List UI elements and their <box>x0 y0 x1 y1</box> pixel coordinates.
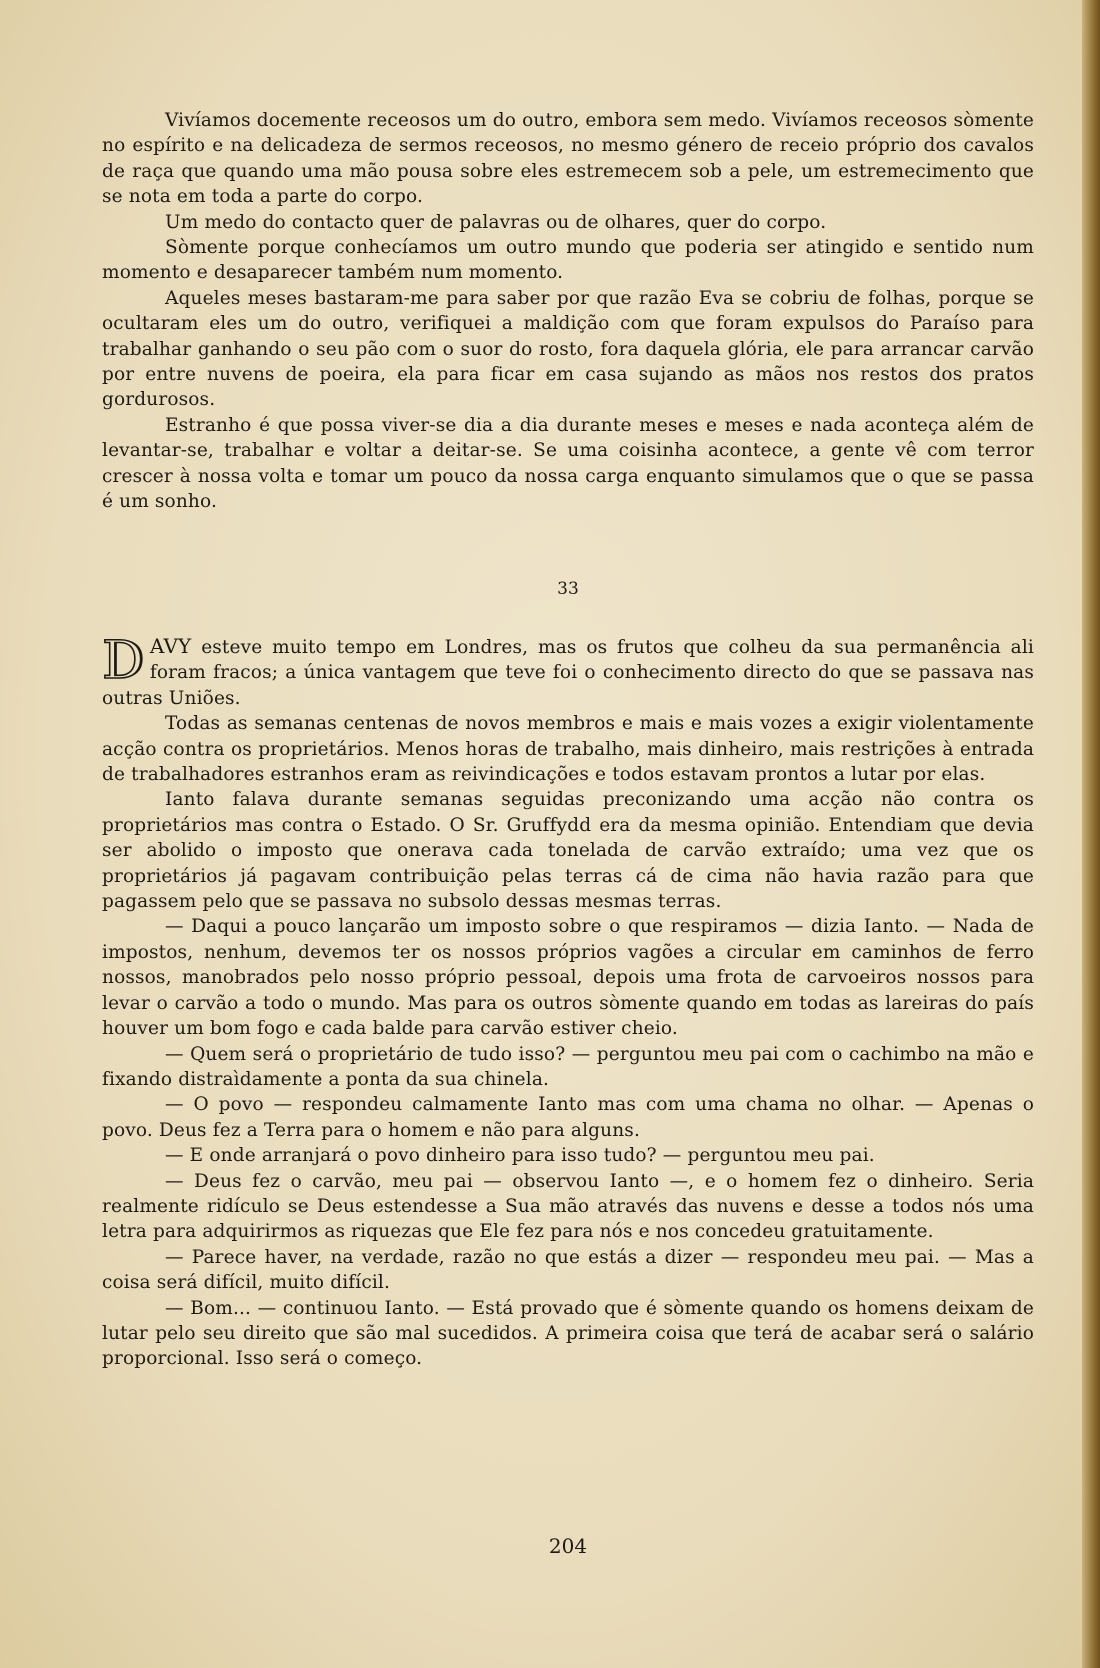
paragraph: Sòmente porque conhecíamos um outro mundo que poderia ser atingido e sentido num momento e desaparecer também num momento. <box>102 237 1034 284</box>
paragraph: — Bom... — continuou Ianto. — Está provado que é sòmente quando os homens deixam de lutar pelo seu direito que são mal sucedidos. A primeira coisa que terá de acabar será o salário proporcional. Isso será o começo. <box>102 1297 1034 1370</box>
paragraph: — Deus fez o carvão, meu pai — observou Ianto —, e o homem fez o dinheiro. Seria realmente ridículo se Deus estendesse a Sua mão através das nuvens e desse a todos nós uma letra para adquirirmos as riquezas que Ele fez para nós e nos concedeu gratuitamente. <box>102 1170 1034 1243</box>
paragraph: Ianto falava durante semanas seguidas preconizando uma acção não contra os proprietários mas contra o Estado. O Sr. Gruffydd era da mesma opinião. Entendiam que devia ser abolido o imposto que onerava cada tonelada de carvão extraído; uma vez que os proprietários já pagavam contribuição pelas terras cá de cima não havia razão para que pagassem pelo que se passava no subsolo dessas mesmas terras. <box>102 789 1034 913</box>
text-block-chapter <box>102 631 1034 1372</box>
paragraph: Vivíamos docemente receosos um do outro, embora sem medo. Vivíamos receosos sòmente no espírito e na delicadeza de sermos receosos, no mesmo género de receio próprio dos cavalos de raça que quando uma mão pousa sobre eles estremecem sob a pele, um estremecimento que se nota em toda a parte do corpo. <box>102 110 1034 208</box>
opening-word: AVY <box>149 634 192 658</box>
page-number: 204 <box>548 1534 588 1558</box>
opening-text: esteve muito tempo em Londres, mas os frutos que colheu da sua permanência ali foram fracos; a única vantagem que teve foi o conhecimento directo do que se passava nas outras Uniões. <box>102 637 1034 709</box>
paragraph: Estranho é que possa viver-se dia a dia durante meses e meses e nada aconteça além de levantar-se, trabalhar e voltar a deitar-se. Se uma coisinha acontece, a gente vê com terror crescer à nossa volta e tomar um pouco da nossa carga enquanto simulamos que o que se passa é um sonho. <box>102 414 1034 513</box>
chapter-number: 33 <box>557 579 579 599</box>
paragraph: — Daqui a pouco lançarão um imposto sobre o que respiramos — dizia Ianto. — Nada de impostos, nenhum, devemos ter os nossos próprios vagões a circular em caminhos de ferro nossos, manobrados pelo nosso próprio pessoal, depois uma frota de carvoeiros nossos para levar o carvão a todo o mundo. Mas para os outros sòmente quando em todas as lareiras do país houver um bom fogo e cada balde para carvão estiver cheio. <box>102 916 1034 1040</box>
paragraph: — Parece haver, na verdade, razão no que estás a dizer — respondeu meu pai. — Mas a coisa será difícil, muito difícil. <box>102 1246 1034 1294</box>
paragraph: Um medo do contacto quer de palavras ou de olhares, quer do corpo. <box>165 211 827 233</box>
paragraph: — E onde arranjará o povo dinheiro para isso tudo? — perguntou meu pai. <box>165 1145 875 1167</box>
drop-cap: D <box>102 631 144 691</box>
paragraph: Aqueles meses bastaram-me para saber por que razão Eva se cobriu de folhas, porque se ocultaram eles um do outro, verifiquei a maldição com que foram expulsos do Paraíso para trabalhar ganhando o seu pão com o suor do rosto, fora daquela glória, ele para arrancar carvão por entre nuvens de poeira, ela para ficar em casa sujando as mãos nos restos dos pratos gordurosos. <box>102 287 1034 411</box>
text-block-top <box>102 108 1034 515</box>
chapter-opening-paragraph <box>102 631 1034 711</box>
paragraph: — O povo — respondeu calmamente Ianto mas com uma chama no olhar. — Apenas o povo. Deus fez a Terra para o homem e não para alguns. <box>102 1094 1034 1141</box>
paragraph: Todas as semanas centenas de novos membros e mais e mais vozes a exigir violentamente acção contra os proprietários. Menos horas de trabalho, mais dinheiro, mais restrições à entrada de trabalhadores estranhos eram as reivindicações e todos estavam prontos a lutar por elas. <box>102 713 1034 786</box>
paragraph: — Quem será o proprietário de tudo isso? — perguntou meu pai com o cachimbo na mão e fixando distraìdamente a ponta da sua chinela. <box>102 1043 1034 1090</box>
